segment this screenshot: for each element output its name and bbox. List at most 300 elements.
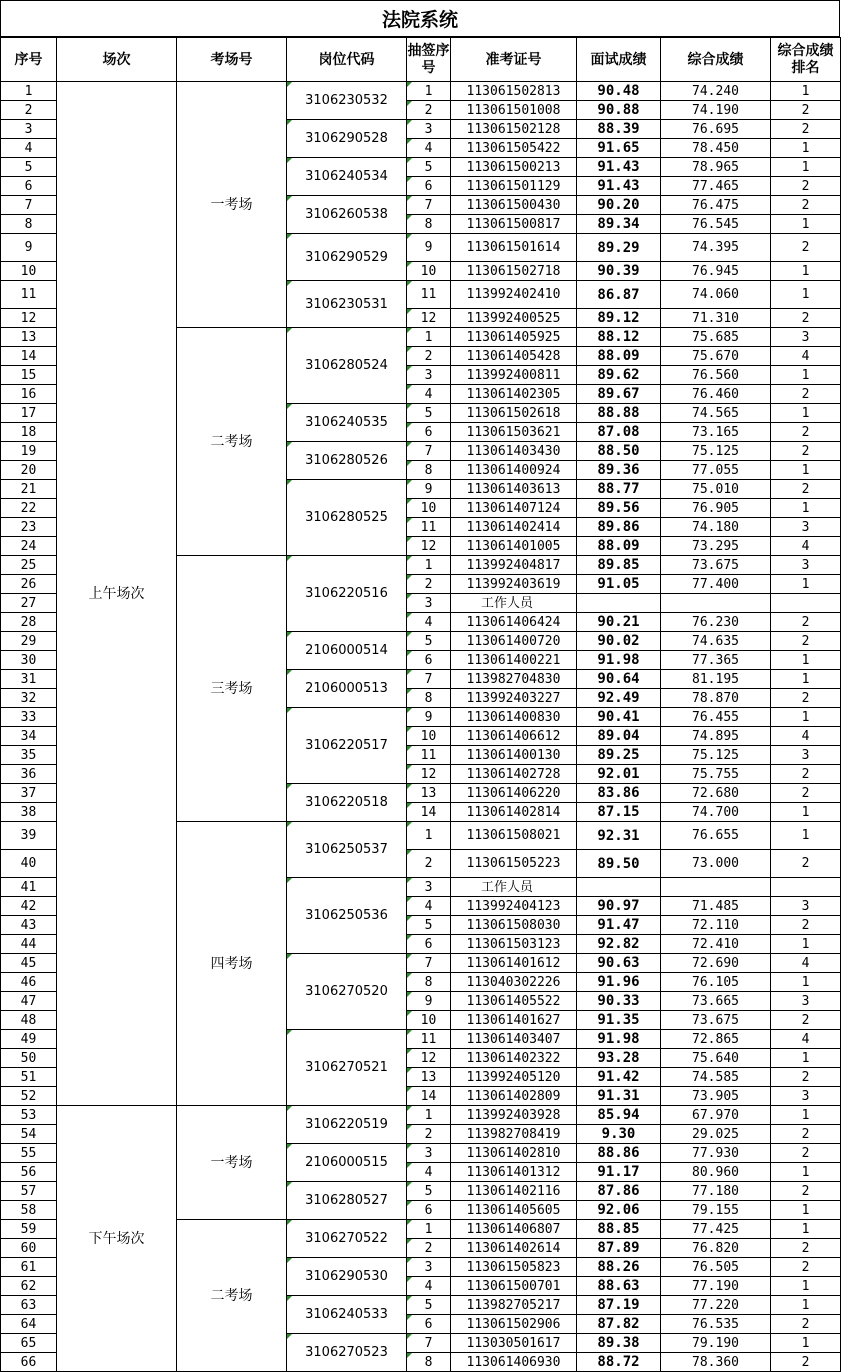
draw-order-cell: 8: [407, 215, 451, 234]
exam-id-cell: 113061406220: [451, 784, 577, 803]
total-score-cell: 77.365: [661, 651, 771, 670]
row-index: 15: [1, 366, 57, 385]
total-score-cell: 72.680: [661, 784, 771, 803]
exam-id-cell: 113992402410: [451, 281, 577, 309]
rank-cell: 1: [771, 670, 841, 689]
interview-score-cell: 90.39: [577, 262, 661, 281]
draw-order-cell: 12: [407, 1049, 451, 1068]
total-score-cell: 74.060: [661, 281, 771, 309]
interview-score-cell: 88.63: [577, 1277, 661, 1296]
row-index: 57: [1, 1182, 57, 1201]
table-header: [1, 38, 841, 82]
total-score-cell: 71.485: [661, 897, 771, 916]
draw-order-cell: 5: [407, 1182, 451, 1201]
exam-id-cell: 113061406930: [451, 1353, 577, 1372]
draw-order-cell: 7: [407, 196, 451, 215]
interview-score-cell: 91.98: [577, 1030, 661, 1049]
total-score-cell: 76.105: [661, 973, 771, 992]
rank-cell: [771, 878, 841, 897]
position-code-cell: 3106220519: [287, 1106, 407, 1144]
position-code-cell: 3106220516: [287, 556, 407, 632]
rank-cell: 1: [771, 158, 841, 177]
rank-cell: 3: [771, 992, 841, 1011]
header-interview-score: 面试成绩: [577, 38, 661, 82]
exam-id-cell: 113061402322: [451, 1049, 577, 1068]
interview-score-cell: 90.63: [577, 954, 661, 973]
draw-order-cell: 13: [407, 784, 451, 803]
position-code-cell: 3106290530: [287, 1258, 407, 1296]
interview-score-cell: 92.31: [577, 822, 661, 850]
position-code-cell: 3106240535: [287, 404, 407, 442]
draw-order-cell: 1: [407, 82, 451, 101]
interview-score-cell: 88.39: [577, 120, 661, 139]
exam-id-cell: 113061401627: [451, 1011, 577, 1030]
exam-id-cell: 113061500817: [451, 215, 577, 234]
rank-cell: 1: [771, 973, 841, 992]
exam-id-cell: 113061505223: [451, 850, 577, 878]
exam-id-cell: 113061503123: [451, 935, 577, 954]
total-score-cell: 81.195: [661, 670, 771, 689]
total-score-cell: 76.820: [661, 1239, 771, 1258]
exam-id-cell: 113992400811: [451, 366, 577, 385]
draw-order-cell: 7: [407, 670, 451, 689]
room-cell: 一考场: [177, 1106, 287, 1220]
interview-score-cell: 89.04: [577, 727, 661, 746]
draw-order-cell: 6: [407, 1315, 451, 1334]
draw-order-cell: 12: [407, 309, 451, 328]
rank-cell: 2: [771, 1011, 841, 1030]
total-score-cell: 74.240: [661, 82, 771, 101]
draw-order-cell: 3: [407, 594, 451, 613]
total-score-cell: 78.360: [661, 1353, 771, 1372]
total-score-cell: 76.560: [661, 366, 771, 385]
table-body: [1, 82, 841, 1372]
interview-score-cell: [577, 594, 661, 613]
interview-score-cell: 92.82: [577, 935, 661, 954]
position-code-cell: 3106280527: [287, 1182, 407, 1220]
draw-order-cell: 14: [407, 1087, 451, 1106]
exam-id-cell: 113982708419: [451, 1125, 577, 1144]
row-index: 65: [1, 1334, 57, 1353]
exam-id-cell: 113061400130: [451, 746, 577, 765]
header-room: 考场号: [177, 38, 287, 82]
exam-id-cell: 113061402305: [451, 385, 577, 404]
row-index: 7: [1, 196, 57, 215]
rank-cell: 1: [771, 1106, 841, 1125]
total-score-cell: 72.865: [661, 1030, 771, 1049]
rank-cell: 1: [771, 803, 841, 822]
draw-order-cell: 2: [407, 347, 451, 366]
total-score-cell: 77.180: [661, 1182, 771, 1201]
draw-order-cell: 11: [407, 1030, 451, 1049]
position-code-cell: 3106280525: [287, 480, 407, 556]
interview-score-cell: 89.36: [577, 461, 661, 480]
draw-order-cell: 7: [407, 442, 451, 461]
draw-order-cell: 13: [407, 1068, 451, 1087]
draw-order-cell: 1: [407, 1106, 451, 1125]
total-score-cell: 73.165: [661, 423, 771, 442]
position-code-cell: 3106270522: [287, 1220, 407, 1258]
exam-id-cell: 113061400830: [451, 708, 577, 727]
total-score-cell: 73.295: [661, 537, 771, 556]
rank-cell: 2: [771, 916, 841, 935]
draw-order-cell: 7: [407, 954, 451, 973]
exam-id-cell: 113992403619: [451, 575, 577, 594]
draw-order-cell: 3: [407, 1144, 451, 1163]
exam-id-cell: 113061402614: [451, 1239, 577, 1258]
interview-score-cell: 89.25: [577, 746, 661, 765]
row-index: 32: [1, 689, 57, 708]
total-score-cell: 77.400: [661, 575, 771, 594]
draw-order-cell: 10: [407, 1011, 451, 1030]
interview-score-cell: 88.26: [577, 1258, 661, 1277]
total-score-cell: 78.870: [661, 689, 771, 708]
session-cell: 上午场次: [57, 82, 177, 1106]
row-index: 59: [1, 1220, 57, 1239]
interview-score-cell: 90.41: [577, 708, 661, 727]
total-score-cell: 72.410: [661, 935, 771, 954]
interview-score-cell: 87.86: [577, 1182, 661, 1201]
exam-id-cell: 113061402728: [451, 765, 577, 784]
draw-order-cell: 10: [407, 262, 451, 281]
rank-cell: 1: [771, 215, 841, 234]
draw-order-cell: 1: [407, 822, 451, 850]
row-index: 42: [1, 897, 57, 916]
total-score-cell: 74.190: [661, 101, 771, 120]
rank-cell: 3: [771, 746, 841, 765]
row-index: 23: [1, 518, 57, 537]
rank-cell: 1: [771, 651, 841, 670]
exam-id-cell: 113061508021: [451, 822, 577, 850]
row-index: 52: [1, 1087, 57, 1106]
row-index: 1: [1, 82, 57, 101]
interview-score-cell: 9.30: [577, 1125, 661, 1144]
draw-order-cell: 2: [407, 850, 451, 878]
total-score-cell: 75.640: [661, 1049, 771, 1068]
exam-id-cell: 113061402809: [451, 1087, 577, 1106]
exam-id-cell: 113992400525: [451, 309, 577, 328]
total-score-cell: 74.895: [661, 727, 771, 746]
room-cell: 二考场: [177, 1220, 287, 1372]
row-index: 39: [1, 822, 57, 850]
total-score-cell: 79.155: [661, 1201, 771, 1220]
draw-order-cell: 4: [407, 897, 451, 916]
exam-id-cell: 113061401612: [451, 954, 577, 973]
interview-score-cell: 88.09: [577, 537, 661, 556]
interview-score-cell: 88.88: [577, 404, 661, 423]
position-code-cell: 2106000515: [287, 1144, 407, 1182]
rank-cell: 1: [771, 499, 841, 518]
position-code-cell: 3106280526: [287, 442, 407, 480]
row-index: 55: [1, 1144, 57, 1163]
room-cell: 三考场: [177, 556, 287, 822]
rank-cell: 1: [771, 1277, 841, 1296]
row-index: 4: [1, 139, 57, 158]
total-score-cell: 74.700: [661, 803, 771, 822]
sheet-title: 法院系统: [0, 0, 840, 37]
draw-order-cell: 5: [407, 404, 451, 423]
rank-cell: 1: [771, 1220, 841, 1239]
row-index: 37: [1, 784, 57, 803]
row-index: 51: [1, 1068, 57, 1087]
exam-id-cell: 113061402116: [451, 1182, 577, 1201]
interview-score-cell: 91.05: [577, 575, 661, 594]
total-score-cell: 74.180: [661, 518, 771, 537]
exam-id-cell: 113992404817: [451, 556, 577, 575]
row-index: 6: [1, 177, 57, 196]
interview-score-cell: 92.06: [577, 1201, 661, 1220]
row-index: 34: [1, 727, 57, 746]
interview-score-cell: 90.64: [577, 670, 661, 689]
total-score-cell: 75.125: [661, 442, 771, 461]
row-index: 3: [1, 120, 57, 139]
exam-id-cell: 113061505823: [451, 1258, 577, 1277]
header-total-rank: 综合成绩排名: [771, 38, 841, 82]
rank-cell: 2: [771, 1315, 841, 1334]
rank-cell: 3: [771, 1087, 841, 1106]
exam-id-cell: 113982704830: [451, 670, 577, 689]
draw-order-cell: 1: [407, 328, 451, 347]
total-score-cell: 74.585: [661, 1068, 771, 1087]
position-code-cell: 3106270523: [287, 1334, 407, 1372]
interview-score-cell: 90.20: [577, 196, 661, 215]
interview-score-cell: 91.98: [577, 651, 661, 670]
draw-order-cell: 9: [407, 708, 451, 727]
row-index: 13: [1, 328, 57, 347]
total-score-cell: 75.010: [661, 480, 771, 499]
row-index: 25: [1, 556, 57, 575]
total-score-cell: 67.970: [661, 1106, 771, 1125]
rank-cell: [771, 594, 841, 613]
draw-order-cell: 12: [407, 537, 451, 556]
draw-order-cell: 5: [407, 916, 451, 935]
exam-id-cell: 113061500701: [451, 1277, 577, 1296]
draw-order-cell: 10: [407, 727, 451, 746]
exam-id-cell: 113061502813: [451, 82, 577, 101]
row-index: 61: [1, 1258, 57, 1277]
rank-cell: 2: [771, 423, 841, 442]
session-cell: 下午场次: [57, 1106, 177, 1372]
draw-order-cell: 1: [407, 556, 451, 575]
table-row: [1, 82, 841, 101]
row-index: 28: [1, 613, 57, 632]
row-index: 62: [1, 1277, 57, 1296]
draw-order-cell: 3: [407, 1258, 451, 1277]
rank-cell: 1: [771, 935, 841, 954]
total-score-cell: [661, 594, 771, 613]
exam-id-cell: 113061502718: [451, 262, 577, 281]
exam-id-cell: 113061406807: [451, 1220, 577, 1239]
rank-cell: 2: [771, 1353, 841, 1372]
position-code-cell: 3106250536: [287, 878, 407, 954]
exam-id-cell: 113061500213: [451, 158, 577, 177]
rank-cell: 1: [771, 575, 841, 594]
rank-cell: 1: [771, 404, 841, 423]
total-score-cell: 76.945: [661, 262, 771, 281]
row-index: 38: [1, 803, 57, 822]
exam-id-cell: 113061405925: [451, 328, 577, 347]
draw-order-cell: 9: [407, 992, 451, 1011]
rank-cell: 2: [771, 1182, 841, 1201]
exam-id-cell: 113030501617: [451, 1334, 577, 1353]
draw-order-cell: 9: [407, 480, 451, 499]
rank-cell: 2: [771, 784, 841, 803]
position-code-cell: 3106260538: [287, 196, 407, 234]
total-score-cell: 72.690: [661, 954, 771, 973]
row-index: 50: [1, 1049, 57, 1068]
total-score-cell: 73.675: [661, 556, 771, 575]
draw-order-cell: 4: [407, 1163, 451, 1182]
interview-score-cell: 87.15: [577, 803, 661, 822]
interview-score-cell: 89.29: [577, 234, 661, 262]
rank-cell: 1: [771, 708, 841, 727]
rank-cell: 2: [771, 177, 841, 196]
total-score-cell: 76.905: [661, 499, 771, 518]
exam-id-cell: 113061400221: [451, 651, 577, 670]
total-score-cell: 74.635: [661, 632, 771, 651]
row-index: 10: [1, 262, 57, 281]
interview-score-cell: 89.34: [577, 215, 661, 234]
exam-id-cell: 113061403430: [451, 442, 577, 461]
interview-score-cell: 91.65: [577, 139, 661, 158]
row-index: 17: [1, 404, 57, 423]
exam-id-cell: 113061508030: [451, 916, 577, 935]
total-score-cell: 76.655: [661, 822, 771, 850]
table-row: [1, 1106, 841, 1125]
rank-cell: 1: [771, 1296, 841, 1315]
draw-order-cell: 8: [407, 973, 451, 992]
exam-id-cell: 113061402810: [451, 1144, 577, 1163]
draw-order-cell: 4: [407, 613, 451, 632]
interview-score-cell: 90.88: [577, 101, 661, 120]
interview-score-cell: 88.50: [577, 442, 661, 461]
draw-order-cell: 8: [407, 1353, 451, 1372]
rank-cell: 2: [771, 385, 841, 404]
interview-score-cell: 88.86: [577, 1144, 661, 1163]
row-index: 44: [1, 935, 57, 954]
position-code-cell: 3106270520: [287, 954, 407, 1030]
row-index: 16: [1, 385, 57, 404]
row-index: 64: [1, 1315, 57, 1334]
exam-id-cell: 113061401312: [451, 1163, 577, 1182]
interview-score-cell: 89.67: [577, 385, 661, 404]
exam-id-cell: 113061402814: [451, 803, 577, 822]
total-score-cell: 77.190: [661, 1277, 771, 1296]
exam-id-cell: 113061402414: [451, 518, 577, 537]
total-score-cell: 77.930: [661, 1144, 771, 1163]
row-index: 11: [1, 281, 57, 309]
interview-score-cell: 85.94: [577, 1106, 661, 1125]
row-index: 33: [1, 708, 57, 727]
row-index: 47: [1, 992, 57, 1011]
total-score-cell: 76.535: [661, 1315, 771, 1334]
rank-cell: 2: [771, 850, 841, 878]
exam-id-cell: 113061405605: [451, 1201, 577, 1220]
total-score-cell: 77.465: [661, 177, 771, 196]
row-index: 41: [1, 878, 57, 897]
interview-score-cell: 87.89: [577, 1239, 661, 1258]
position-code-cell: 2106000514: [287, 632, 407, 670]
interview-score-cell: 91.47: [577, 916, 661, 935]
row-index: 48: [1, 1011, 57, 1030]
draw-order-cell: 11: [407, 281, 451, 309]
position-code-cell: 2106000513: [287, 670, 407, 708]
rank-cell: 2: [771, 442, 841, 461]
interview-score-cell: 92.01: [577, 765, 661, 784]
draw-order-cell: 6: [407, 177, 451, 196]
rank-cell: 2: [771, 765, 841, 784]
rank-cell: 1: [771, 1201, 841, 1220]
rank-cell: 1: [771, 1334, 841, 1353]
interview-score-cell: 91.35: [577, 1011, 661, 1030]
interview-score-cell: 88.85: [577, 1220, 661, 1239]
interview-score-cell: 91.43: [577, 158, 661, 177]
score-table: [0, 37, 841, 1372]
position-code-cell: 3106220517: [287, 708, 407, 784]
row-index: 9: [1, 234, 57, 262]
draw-order-cell: 3: [407, 120, 451, 139]
exam-id-cell: 113061405428: [451, 347, 577, 366]
draw-order-cell: 7: [407, 1334, 451, 1353]
exam-id-cell: 113982705217: [451, 1296, 577, 1315]
total-score-cell: 74.565: [661, 404, 771, 423]
exam-id-cell: 113040302226: [451, 973, 577, 992]
draw-order-cell: 8: [407, 461, 451, 480]
rank-cell: 4: [771, 727, 841, 746]
rank-cell: 2: [771, 1125, 841, 1144]
interview-score-cell: 91.31: [577, 1087, 661, 1106]
row-index: 31: [1, 670, 57, 689]
row-index: 14: [1, 347, 57, 366]
row-index: 45: [1, 954, 57, 973]
draw-order-cell: 6: [407, 1201, 451, 1220]
room-cell: 二考场: [177, 328, 287, 556]
rank-cell: 2: [771, 1144, 841, 1163]
interview-score-cell: 87.08: [577, 423, 661, 442]
draw-order-cell: 10: [407, 499, 451, 518]
draw-order-cell: 2: [407, 575, 451, 594]
interview-score-cell: 89.86: [577, 518, 661, 537]
header-exam-id: 准考证号: [451, 38, 577, 82]
exam-id-cell: 113061500430: [451, 196, 577, 215]
total-score-cell: 79.190: [661, 1334, 771, 1353]
total-score-cell: 80.960: [661, 1163, 771, 1182]
interview-score-cell: [577, 878, 661, 897]
rank-cell: 2: [771, 632, 841, 651]
rank-cell: 1: [771, 1163, 841, 1182]
interview-score-cell: 90.21: [577, 613, 661, 632]
rank-cell: 1: [771, 1049, 841, 1068]
row-index: 22: [1, 499, 57, 518]
row-index: 63: [1, 1296, 57, 1315]
position-code-cell: 3106240534: [287, 158, 407, 196]
draw-order-cell: 6: [407, 651, 451, 670]
rank-cell: 2: [771, 480, 841, 499]
total-score-cell: 75.685: [661, 328, 771, 347]
room-cell: 一考场: [177, 82, 287, 328]
exam-id-cell: 113061407124: [451, 499, 577, 518]
rank-cell: 1: [771, 262, 841, 281]
row-index: 12: [1, 309, 57, 328]
row-index: 18: [1, 423, 57, 442]
total-score-cell: 74.395: [661, 234, 771, 262]
exam-id-cell: 113061501129: [451, 177, 577, 196]
draw-order-cell: 2: [407, 101, 451, 120]
row-index: 19: [1, 442, 57, 461]
exam-id-cell: 113061502906: [451, 1315, 577, 1334]
position-code-cell: 3106270521: [287, 1030, 407, 1106]
draw-order-cell: 4: [407, 1277, 451, 1296]
